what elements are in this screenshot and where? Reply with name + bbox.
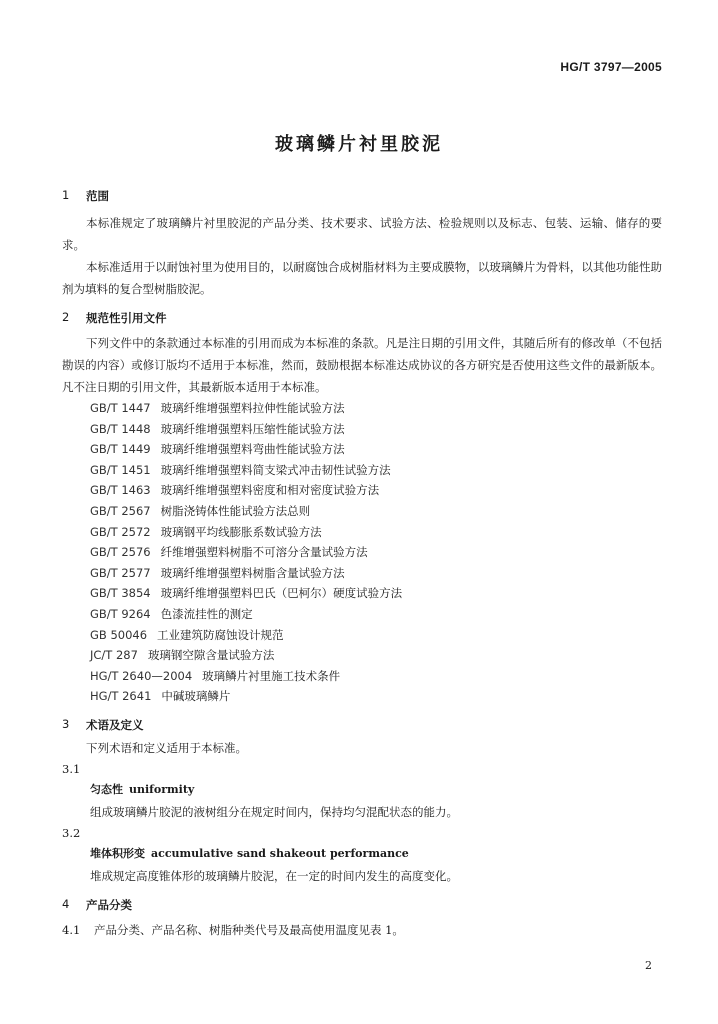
document-body <box>62 188 662 941</box>
reference-code: GB 50046 <box>90 627 148 642</box>
reference-item <box>90 583 662 604</box>
reference-name: 中碱玻璃鳞片 <box>161 689 231 704</box>
reference-code: HG/T 2641 <box>90 689 152 704</box>
section-title: 产品分类 <box>86 897 132 912</box>
reference-name: 玻璃纤维增强塑料压缩性能试验方法 <box>160 421 345 436</box>
document-title: 玻璃鳞片衬里胶泥 <box>275 134 443 155</box>
section-title: 范围 <box>86 189 109 203</box>
section-number: 4 <box>62 896 70 911</box>
reference-code: HG/T 2640—2004 <box>90 668 193 683</box>
paragraph: 本标准适用于以耐蚀衬里为使用目的，以耐腐蚀合成树脂材料为主要成膜物，以玻璃鳞片为骨料，以其他功能性助剂为填料的复合型树脂胶泥。 <box>62 260 662 296</box>
term-english: uniformity <box>129 782 195 796</box>
term-definition: 堆成规定高度锥体形的玻璃鳞片胶泥，在一定的时间内发生的高度变化。 <box>90 868 458 883</box>
reference-name: 玻璃纤维增强塑料密度和相对密度试验方法 <box>160 483 380 498</box>
term-definition: 组成玻璃鳞片胶泥的液树组分在规定时间内，保持均匀混配状态的能力。 <box>90 804 458 819</box>
reference-name: 玻璃纤维增强塑料弯曲性能试验方法 <box>160 442 345 457</box>
reference-code: GB/T 1448 <box>90 421 151 436</box>
section-title: 规范性引用文件 <box>86 311 167 325</box>
reference-list <box>90 398 662 707</box>
reference-code: GB/T 9264 <box>90 606 151 621</box>
reference-code: JC/T 287 <box>90 648 138 663</box>
section-3-heading <box>62 717 662 733</box>
page-number: 2 <box>645 959 652 972</box>
paragraph: 本标准规定了玻璃鳞片衬里胶泥的产品分类、技术要求、试验方法、检验规则以及标志、包装、运输、储存的要求。 <box>62 216 662 252</box>
reference-name: 树脂浇铸体性能试验方法总则 <box>160 503 311 518</box>
term-number: 3.1 <box>62 761 81 776</box>
reference-item <box>90 686 662 707</box>
term-english: accumulative sand shakeout performance <box>151 846 409 860</box>
reference-name: 玻璃鳞片衬里施工技术条件 <box>202 668 341 683</box>
term-number: 3.2 <box>62 825 81 840</box>
reference-name: 玻璃纤维增强塑料简支梁式冲击韧性试验方法 <box>160 462 391 477</box>
reference-code: GB/T 1449 <box>90 442 151 457</box>
section-number: 1 <box>62 188 70 202</box>
reference-code: GB/T 1451 <box>90 462 151 477</box>
reference-item <box>90 439 662 460</box>
section-number: 3 <box>62 716 70 731</box>
term-chinese: 堆体积形变 <box>90 846 145 860</box>
clause-line <box>62 919 662 941</box>
term-heading <box>90 779 662 801</box>
section-title: 术语及定义 <box>86 717 144 732</box>
reference-name: 纤维增强塑料树脂不可溶分含量试验方法 <box>160 545 368 560</box>
clause-text: 产品分类、产品名称、树脂种类代号及最高使用温度见表 1。 <box>93 922 404 937</box>
reference-item <box>90 480 662 501</box>
reference-item <box>90 419 662 440</box>
reference-item <box>90 645 662 666</box>
reference-name: 玻璃纤维增强塑料拉伸性能试验方法 <box>160 401 345 415</box>
reference-code: GB/T 3854 <box>90 586 151 601</box>
reference-item <box>90 522 662 543</box>
reference-name: 玻璃钢空隙含量试验方法 <box>147 648 275 663</box>
reference-code: GB/T 2577 <box>90 565 151 580</box>
reference-code: GB/T 1447 <box>90 401 151 415</box>
clause-number: 4.1 <box>62 922 81 937</box>
reference-code: GB/T 2576 <box>90 545 151 560</box>
section-4-heading <box>62 897 662 913</box>
reference-item <box>90 563 662 584</box>
reference-item <box>90 625 662 646</box>
reference-name: 色漆流挂性的测定 <box>160 606 253 621</box>
reference-name: 玻璃纤维增强塑料树脂含量试验方法 <box>160 565 345 580</box>
paragraph: 下列文件中的条款通过本标准的引用而成为本标准的条款。凡是注日期的引用文件，其随后所有的修改单（不包括勘误的内容）或修订版均不适用于本标准，然而，鼓励根据本标准达成协议的各方研究是否使用这些文件的最新版本。凡不注日期的引用文件，其最新版本适用于本标准。 <box>62 336 662 394</box>
reference-item <box>90 666 662 687</box>
reference-code: GB/T 2572 <box>90 524 151 539</box>
section-number: 2 <box>62 310 70 324</box>
reference-name: 玻璃钢平均线膨胀系数试验方法 <box>160 524 322 539</box>
section-1-heading <box>62 188 662 204</box>
paragraph: 下列术语和定义适用于本标准。 <box>86 740 247 755</box>
section-2-heading <box>62 310 662 326</box>
reference-name: 工业建筑防腐蚀设计规范 <box>157 627 284 642</box>
term-chinese: 匀态性 <box>90 782 123 796</box>
standard-code: HG/T 3797—2005 <box>560 60 662 74</box>
reference-name: 玻璃纤维增强塑料巴氏（巴柯尔）硬度试验方法 <box>160 586 403 601</box>
reference-code: GB/T 1463 <box>90 483 151 498</box>
reference-item <box>90 542 662 563</box>
reference-item <box>90 398 662 419</box>
reference-item <box>90 501 662 522</box>
reference-item <box>90 604 662 625</box>
reference-item <box>90 460 662 481</box>
reference-code: GB/T 2567 <box>90 503 151 518</box>
term-heading <box>90 843 662 865</box>
